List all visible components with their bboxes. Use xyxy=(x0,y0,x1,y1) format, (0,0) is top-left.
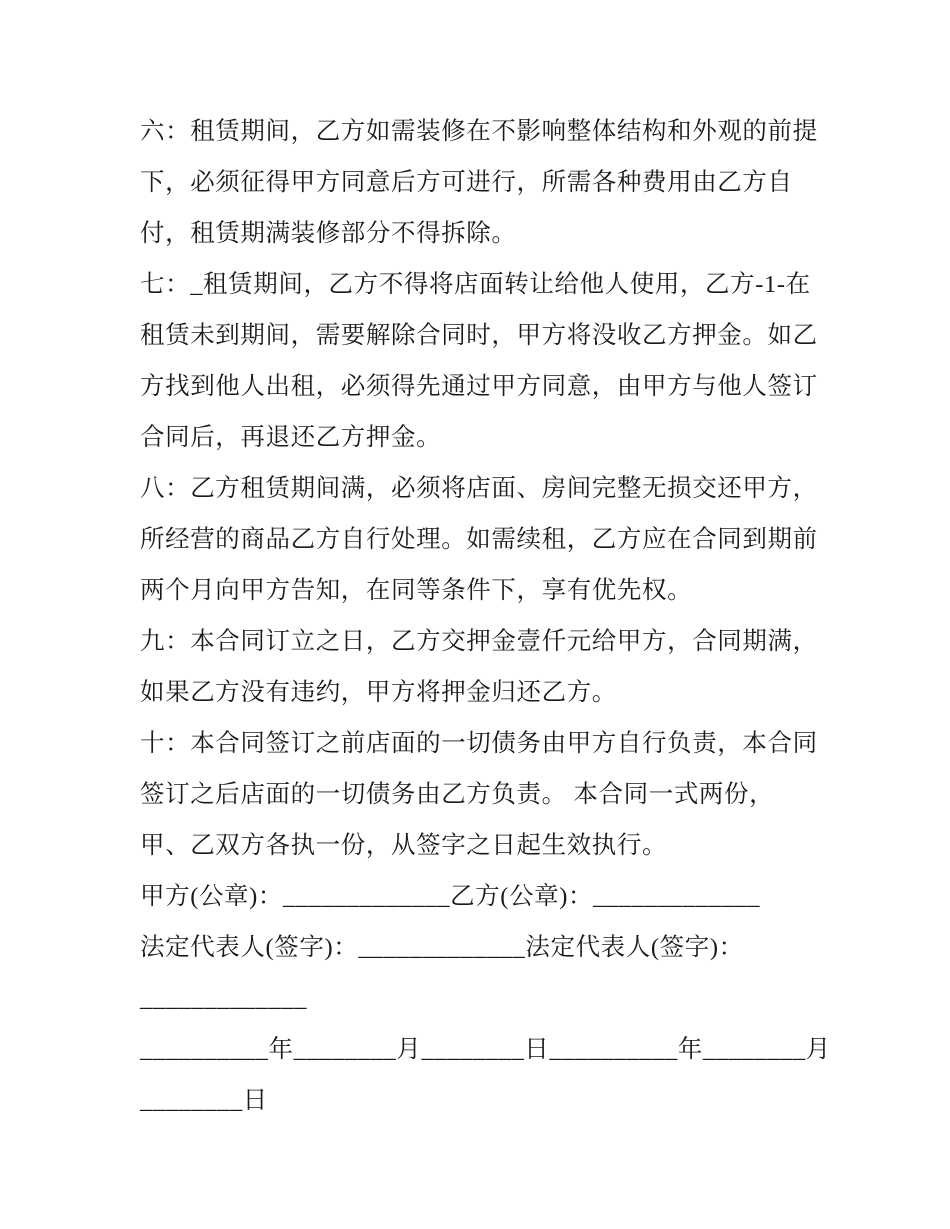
clause-10-line-2: 签订之后店面的一切债务由乙方负责。 本合同一式两份， xyxy=(140,781,775,808)
clause-6-line-2: 下，必须征得甲方同意后方可进行，所需各种费用由乙方自 xyxy=(140,169,793,196)
clause-8-line-1: 八：乙方租赁期间满，必须将店面、房间完整无损交还甲方， xyxy=(140,475,818,502)
representative-line: 法定代表人(签字)：_____________法定代表人(签字)： xyxy=(140,934,744,961)
clause-7-line-2: 租赁未到期间，需要解除合同时，甲方将没收乙方押金。如乙 xyxy=(140,322,818,349)
clause-10-line-3: 甲、乙双方各执一份，从签字之日起生效执行。 xyxy=(140,832,668,859)
date-line-2: ________日 xyxy=(140,1087,268,1114)
clause-7-line-4: 合同后，再退还乙方押金。 xyxy=(140,424,442,451)
date-line-1: __________年________月________日__________年________月 xyxy=(140,1036,831,1063)
clause-9-line-2: 如果乙方没有违约，甲方将押金归还乙方。 xyxy=(140,679,617,706)
clause-9-line-1: 九：本合同订立之日，乙方交押金壹仟元给甲方，合同期满， xyxy=(140,628,818,655)
clause-6-line-1: 六：租赁期间，乙方如需装修在不影响整体结构和外观的前提 xyxy=(140,118,818,145)
seal-line: 甲方(公章)：_____________乙方(公章)：_____________ xyxy=(140,883,761,910)
clause-7-line-1: 七：_租赁期间，乙方不得将店面转让给他人使用，乙方-1-在 xyxy=(140,271,811,298)
clause-10-line-1: 十：本合同签订之前店面的一切债务由甲方自行负责，本合同 xyxy=(140,730,818,757)
contract-page xyxy=(140,106,831,1126)
representative-blank-line: _____________ xyxy=(140,985,308,1012)
clause-8-line-3: 两个月向甲方告知，在同等条件下，享有优先权。 xyxy=(140,577,693,604)
clause-8-line-2: 所经营的商品乙方自行处理。如需续租，乙方应在合同到期前 xyxy=(140,526,818,553)
clause-6-line-3: 付，租赁期满装修部分不得拆除。 xyxy=(140,220,517,247)
clause-7-line-3: 方找到他人出租，必须得先通过甲方同意，由甲方与他人签订 xyxy=(140,373,818,400)
